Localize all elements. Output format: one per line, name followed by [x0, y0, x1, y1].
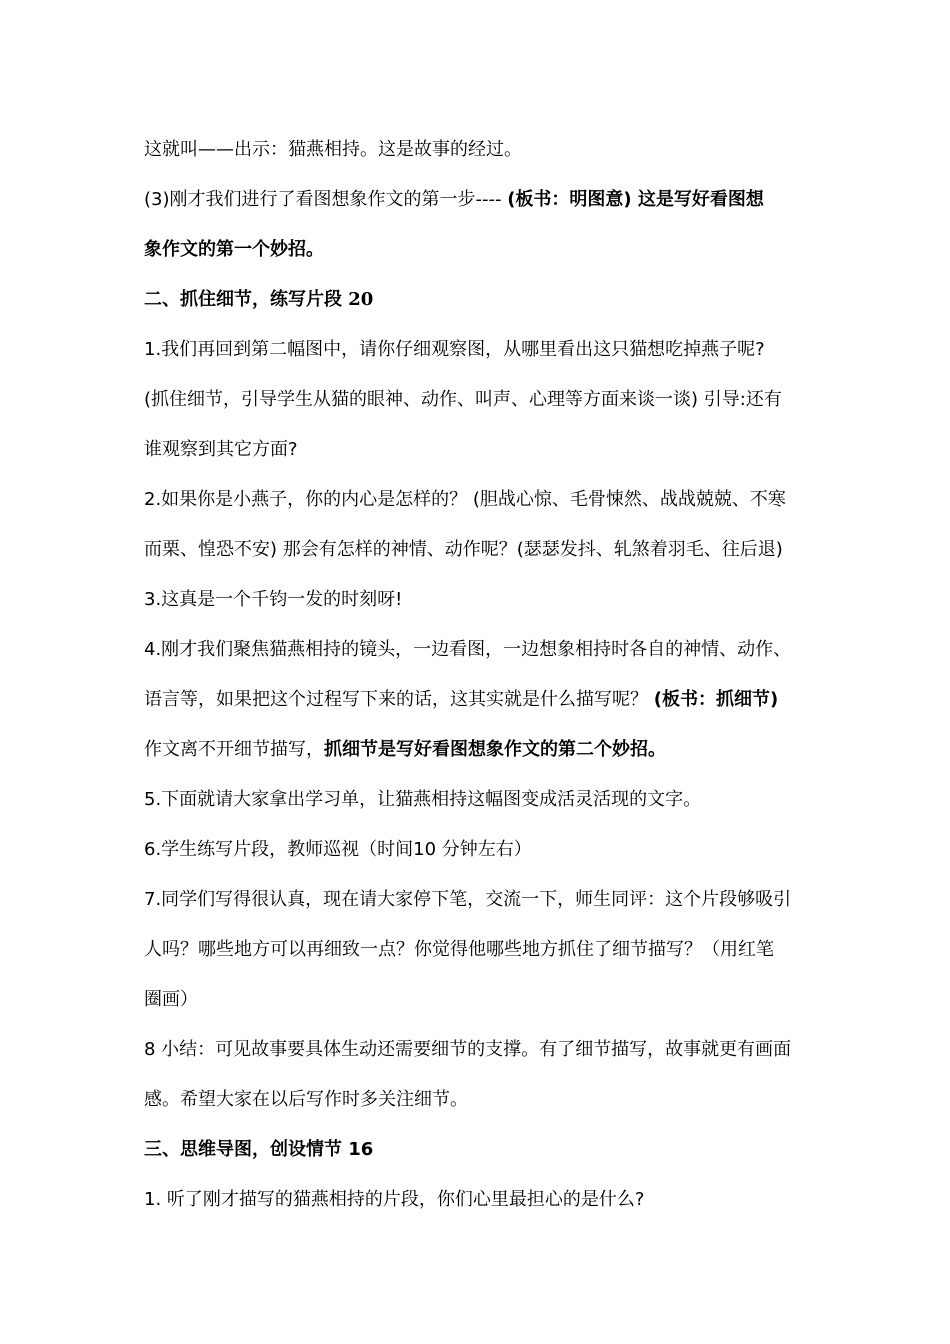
text-segment-serif: 希望大家在以后写作时多关注细节。	[180, 1089, 468, 1110]
text-segment: 圈画）	[144, 989, 198, 1010]
paragraph-line-5	[144, 337, 824, 363]
paragraph-line-19	[144, 1037, 824, 1063]
paragraph-line-15	[144, 837, 824, 863]
text-segment: 这就叫——出示：猫燕相持。这是故事的经过。	[144, 139, 522, 160]
text-segment: 细节描写，故事就更有画面	[575, 1039, 792, 1060]
section-heading-3	[144, 1137, 824, 1163]
text-segment-serif: 作文离不开细节描写，	[144, 739, 324, 760]
section-heading-2	[144, 287, 824, 313]
paragraph-line-1	[144, 137, 824, 163]
paragraph-line-6	[144, 387, 824, 413]
paragraph-line-3	[144, 237, 824, 263]
text-segment: 1. 听了刚才描写的猫燕相持的片段，你们心里最担心的是什么?	[144, 1189, 645, 1210]
text-segment: 7.同学们写得很认真，现在请大家停下笔，交流一下，师生同评：这个片段够吸引	[144, 889, 792, 910]
text-segment-serif: 可见故事要具体生动还需要细节的支撑。有了	[215, 1039, 576, 1060]
text-segment: 5.下面就请大家拿出学习单，让猫燕相持这幅图变成活灵活现的文字。	[144, 789, 702, 810]
paragraph-line-13	[144, 737, 824, 763]
board-note-bold: (板书：明图意) 这是写好看图想	[507, 189, 764, 210]
text-segment: 8 小结：	[144, 1039, 216, 1060]
text-segment: 3.这真是一个千钧一发的时刻呀!	[144, 589, 403, 610]
text-segment: (3)刚才我们进行了看图想象作文的第一步----	[144, 189, 508, 210]
text-segment: 1.我们再回到第二幅图中，请你仔细观察图，从哪里看出这只猫想吃掉燕子呢?	[144, 339, 765, 360]
paragraph-line-16	[144, 887, 824, 913]
paragraph-line-10	[144, 587, 824, 613]
text-segment: 感。	[144, 1089, 180, 1110]
text-segment: 人吗？哪些地方可以再细致一点？你觉得他哪些地方抓住了细节描写？（用红笔	[144, 939, 774, 960]
text-segment: 6.学生练写片段，教师巡视（时间10 分钟左右）	[144, 839, 532, 860]
paragraph-line-14	[144, 787, 824, 813]
heading-text: 二、抓住细节，练写片段 20	[144, 289, 374, 310]
paragraph-line-20	[144, 1087, 824, 1113]
text-segment: 语言等，如果把这个过程写下来的话，这其实就是什么描写呢？	[144, 689, 654, 710]
paragraph-line-12	[144, 687, 824, 713]
paragraph-line-11	[144, 637, 824, 663]
paragraph-line-8	[144, 487, 824, 513]
paragraph-line-7	[144, 437, 824, 463]
text-segment: (抓住细节，引导学生从猫的眼神、动作、叫声、心理等方面来谈一谈) 引导:还有	[144, 389, 782, 410]
paragraph-line-17	[144, 937, 824, 963]
paragraph-line-9	[144, 537, 824, 563]
paragraph-line-2	[144, 187, 824, 213]
heading-text: 三、思维导图，创设情节 16	[144, 1139, 374, 1160]
text-segment: 而栗、惶恐不安) 那会有怎样的神情、动作呢？(瑟瑟发抖、轧煞着羽毛、往后退)	[144, 539, 783, 560]
board-note-bold: (板书：抓细节)	[653, 689, 779, 710]
paragraph-line-18	[144, 987, 824, 1013]
text-segment: 象作文的第一个妙招。	[144, 239, 324, 260]
paragraph-line-22	[144, 1187, 824, 1213]
text-segment: 4.刚才我们聚焦猫燕相持的镜头，一边看图，一边想象相持时各自的神情、动作、	[144, 639, 792, 660]
text-segment: 谁观察到其它方面?	[144, 439, 298, 460]
text-segment: 2.如果你是小燕子，你的内心是怎样的？ (胆战心惊、毛骨悚然、战战兢兢、不寒	[144, 489, 786, 510]
key-point-bold: 抓细节是写好看图想象作文的第二个妙招。	[324, 739, 666, 760]
